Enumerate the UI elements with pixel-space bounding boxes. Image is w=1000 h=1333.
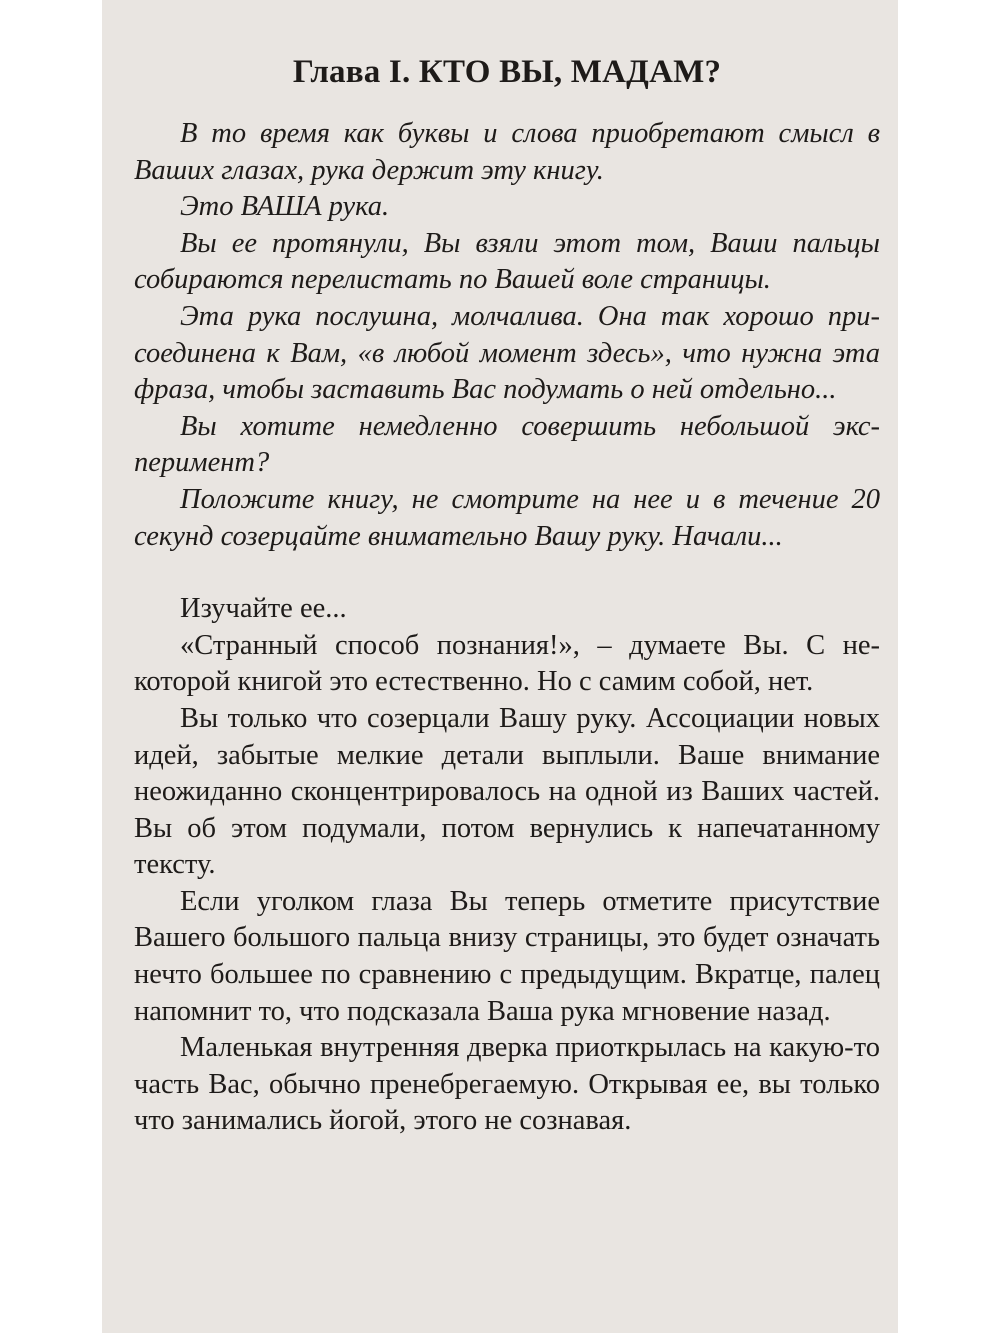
body-paragraph: «Странный способ познания!», – думаете Вы. С некоторой книгой это естественно. Но с самим собой, нет. — [134, 629, 880, 698]
intro-paragraph: Вы ее протянули, Вы взяли этот том, Ваши пальцы собираются перелистать по Вашей воле страницы. — [134, 227, 880, 296]
intro-paragraph: Это ВАША рука. — [180, 191, 390, 223]
body-paragraph: Если уголком глаза Вы теперь отметите присутствие Вашего большого пальца внизу страницы, это будет означать нечто большее по сравнению с предыдущим. Вкратце, палец напомнит то, что подсказала Ваша рука мгновение назад. — [134, 885, 880, 1027]
body-paragraph: Маленькая внутренняя дверка приоткрылась на какую-то часть Вас, обычно пренебрегаемую. Открывая ее, вы только что занимались йогой, этого не сознавая. — [134, 1032, 880, 1137]
intro-paragraph: Эта рука послушна, молчалива. Она так хорошо присоединена к Вам, «в любой момент здесь», что нужна эта фраза, чтобы заставить Вас подумать о ней отдельно... — [134, 300, 880, 406]
body-paragraph: Изучайте ее... — [180, 593, 347, 625]
body-paragraph: Вы только что созерцали Вашу руку. Ассоциации новых идей, забытые мелкие детали выплыли. Ваше внимание неожиданно сконцентрировалось на одной из Ваших частей. Вы об этом подумали, потом вернулись к напечатанному тексту. — [134, 702, 880, 881]
book-page — [102, 0, 898, 1333]
intro-paragraph: Положите книгу, не смотрите на нее и в течение 20 секунд созерцайте внимательно Вашу руку. Начали... — [134, 483, 880, 552]
chapter-title: Глава I. КТО ВЫ, МАДАМ? — [292, 54, 722, 90]
intro-paragraph: Вы хотите немедленно совершить небольшой эксперимент? — [134, 410, 880, 479]
italic-intro — [134, 116, 880, 555]
body-text — [134, 591, 880, 1140]
intro-paragraph: В то время как буквы и слова приобретают смысл в Ваших глазах, рука держит эту книгу. — [134, 118, 880, 186]
